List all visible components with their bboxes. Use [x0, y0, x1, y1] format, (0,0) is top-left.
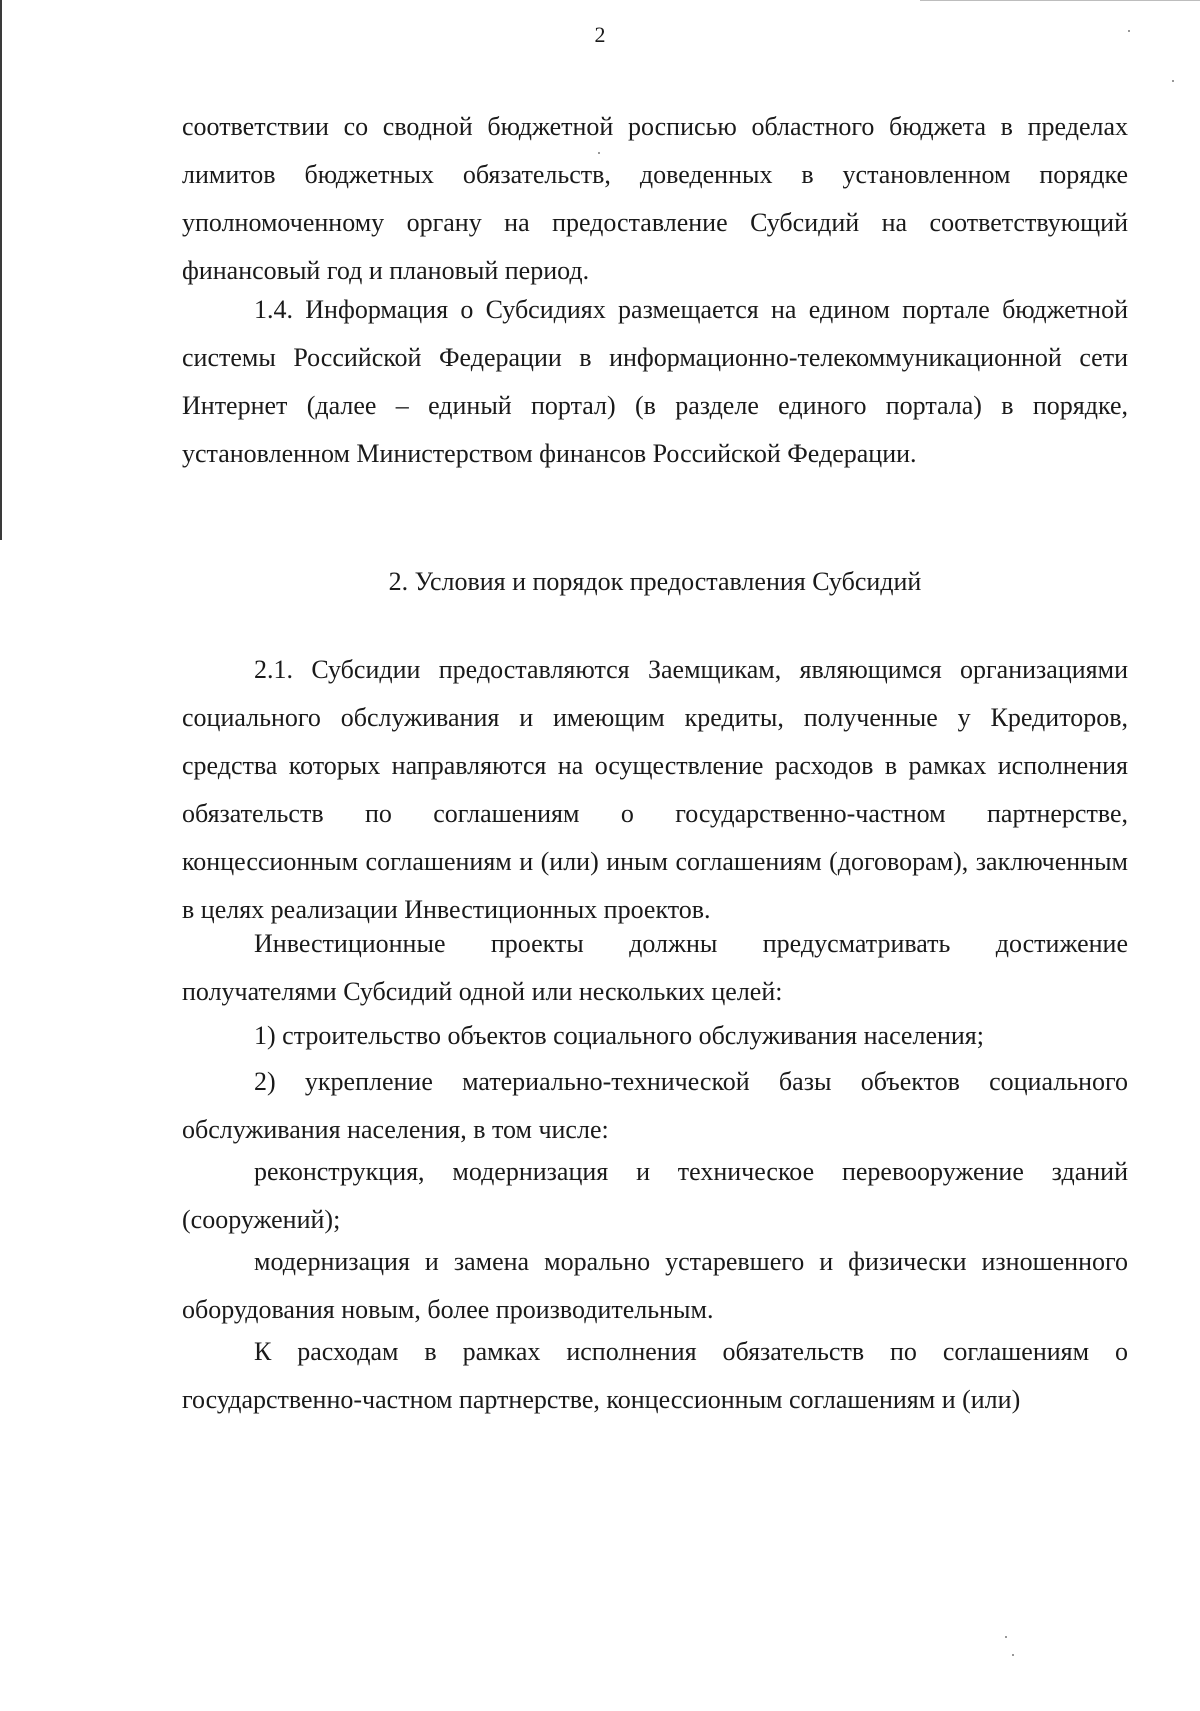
scan-edge-top [920, 0, 1200, 1]
list-item-1-construction: 1) строительство объектов социального обслуживания населения; [254, 1021, 984, 1050]
paragraph-2-1-subsidies: 2.1. Субсидии предоставляются Заемщикам, являющимся организациями социального обслуживания и имеющим кредиты, полученные у Кредиторов, средства которых направляются на осуществление расходов в рамках исполнения обязательств по соглашениям о государственно-частном партнерстве, концессионным соглашениям и (или) иным соглашениям (договорам), заключенным в целях реализации Инвестиционных проектов. [182, 655, 1128, 924]
paragraph-1-4-portal-info: 1.4. Информация о Субсидиях размещается на едином портале бюджетной системы Российской Федерации в информационно-телекоммуникационной сети Интернет (далее – единый портал) (в разделе единого портала) в порядке, установленном Министерством финансов Российской Федерации. [182, 295, 1128, 468]
scan-edge-left [0, 0, 2, 540]
list-item-2-strengthening: 2) укрепление материально-технической базы объектов социального обслуживания населения, в том числе: [182, 1067, 1128, 1144]
scan-speck [1005, 1636, 1007, 1638]
paragraph-budget-continuation: соответствии со сводной бюджетной росписью областного бюджета в пределах лимитов бюджетных обязательств, доведенных в установленном порядке уполномоченному органу на предоставление Субсидий на соответствующий финансовый год и плановый период. [182, 112, 1128, 285]
sub-item-equipment-replacement: модернизация и замена морально устаревшего и физически изношенного оборудования новым, более производительным. [182, 1247, 1128, 1324]
section-heading-2: 2. Условия и порядок предоставления Субсидий [388, 567, 922, 596]
scan-speck [1012, 1654, 1014, 1656]
sub-item-reconstruction: реконструкция, модернизация и техническое перевооружение зданий (сооружений); [182, 1157, 1128, 1234]
paragraph-expenses-partial: К расходам в рамках исполнения обязательств по соглашениям о государственно-частном партнерстве, концессионным соглашениям и (или) [182, 1337, 1128, 1414]
page-number: 2 [594, 22, 606, 47]
scan-speck [1128, 30, 1130, 32]
scan-speck [1172, 80, 1174, 82]
paragraph-investment-projects: Инвестиционные проекты должны предусматривать достижение получателями Субсидий одной или нескольких целей: [182, 929, 1128, 1006]
scan-speck [598, 152, 600, 154]
